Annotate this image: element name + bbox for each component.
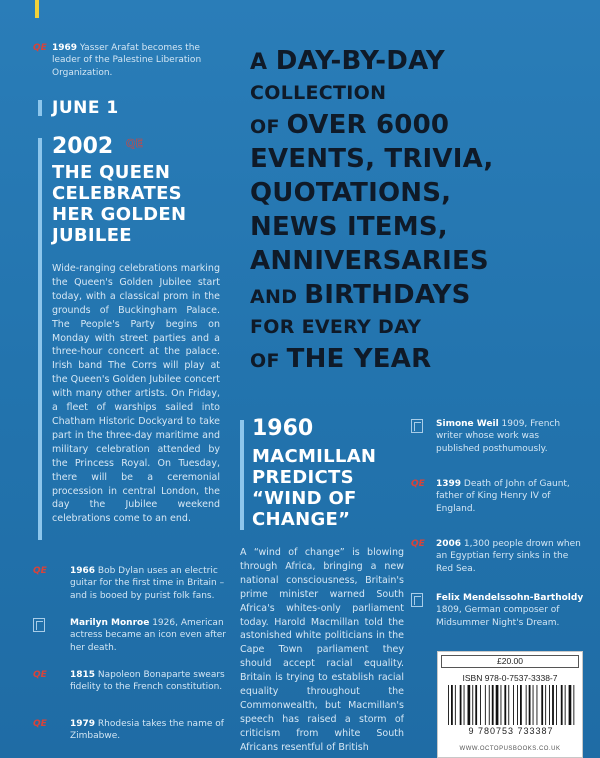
barcode-bar [533, 685, 534, 725]
publisher-url: WWW.OCTOPUSBOOKS.CO.UK [459, 746, 561, 752]
portrait-icon [411, 593, 423, 607]
qe-icon: QE [33, 43, 47, 53]
macmillan-body: A “wind of change” is blowing through Africa, bringing a new national consciousness, Britain's prime minister warned South Africa's whites-only parliament today. Harold Macmillan told the astonished white politicians in the Cape Town parliament they should accept racial equality. Britain is trying to establish racial equality throughout the Commonwealth, but Macmillan's speech has raised a storm of criticism from white South Africans resentful of British [240, 547, 404, 753]
portrait-icon [33, 618, 45, 632]
headline-line: JUBILEE [52, 225, 132, 246]
barcode-bar [529, 685, 531, 725]
title-line: NEWS ITEMS, [250, 212, 448, 242]
entry-text: Death of John of Gaunt, father of King Henry IV of England. [436, 479, 570, 514]
title-line: ANNIVERSARIES [250, 246, 489, 276]
macmillan-headline [252, 446, 402, 530]
article-body: Wide-ranging celebrations marking the Queen's Golden Jubilee start today, with a classical prom in the grounds of Buckingham Palace. The People's Party begins on Monday with street parties and a three-hour concert at the palace. Irish band The Corrs will play at the Queen's Golden Jubilee concert with many other artists. On Friday, a fleet of warships sailed into Chatham Historic Dockyard to take part in the three-day maritime and military celebration attended by the Princess Royal. On Tuesday, there will be a ceremonial procession in central London, the day the Jubilee weekend celebrations come to an end. [52, 263, 220, 525]
qe-icon: QE [411, 479, 425, 489]
entry-text: 1909, French writer whose work was published posthumously. [436, 419, 561, 454]
entry-bold: 1966 [70, 566, 96, 576]
entry-text: 1926, American actress became an icon even after her death. [70, 618, 227, 653]
entry-text: Bob Dylan uses an electric guitar for the first time in Britain – and is booed by purist folk fans. [70, 566, 225, 601]
barcode-bar [485, 685, 486, 725]
title-line: QUOTATIONS, [250, 178, 452, 208]
entry-1815 [33, 669, 228, 694]
barcode-bar [561, 685, 563, 725]
barcode-bar [464, 685, 465, 725]
barcode-bar [573, 685, 574, 725]
entry-bold: 1815 [70, 670, 96, 680]
entry-text: Rhodesia takes the name of Zimbabwe. [70, 719, 224, 742]
barcode-bar [504, 685, 506, 725]
macmillan-accent-bar [240, 420, 244, 530]
qe-icon: QE [33, 566, 47, 576]
qe-icon: QE [33, 670, 47, 680]
article-headline [52, 162, 222, 246]
barcode-bar [565, 685, 566, 725]
entry-1969 [33, 42, 226, 79]
article-accent-bar [38, 138, 42, 540]
qe-outline-icon: QE [126, 137, 143, 150]
entry-bold: 2006 [436, 539, 462, 549]
barcode-bar [545, 685, 546, 725]
barcode-bar [501, 685, 502, 725]
cover-title [250, 44, 580, 376]
barcode-bar [526, 685, 527, 725]
qe-icon: QE [411, 539, 425, 549]
barcode-bar [492, 685, 494, 725]
article-year: 2002 [52, 134, 114, 159]
isbn-label: ISBN 978-0-7537-3338-7 [462, 673, 558, 683]
portrait-icon [411, 419, 423, 433]
title-line: EVENTS, TRIVIA, [250, 144, 494, 174]
entry-text: 1809, German composer of Midsummer Night's Dream. [436, 605, 560, 628]
headline-line: MACMILLAN [252, 446, 377, 467]
barcode-digits: 9 780753 733387 [468, 726, 554, 736]
headline-line: CELEBRATES [52, 183, 182, 204]
barcode-bar [517, 685, 518, 725]
barcode-bar [508, 685, 509, 725]
barcode-bar [468, 685, 471, 725]
barcode-bar [537, 685, 538, 725]
date-accent-bar [38, 100, 42, 116]
entry-2006 [411, 538, 584, 575]
barcode-bar [569, 685, 572, 725]
entry-simone-weil [414, 418, 584, 455]
title-line: AND BIRTHDAYS [250, 280, 471, 310]
entry-text: Napoleon Bonaparte swears fidelity to the French constitution. [70, 670, 225, 693]
barcode-bar [549, 685, 550, 725]
barcode-panel [437, 651, 583, 758]
barcode-bars [446, 685, 576, 725]
barcode-bar [460, 685, 462, 725]
entry-year: 1969 [52, 43, 78, 53]
barcode-bar [489, 685, 490, 725]
entry-bold: Felix Mendelssohn-Bartholdy [436, 593, 584, 603]
title-line: COLLECTION [250, 82, 387, 104]
barcode-bar [552, 685, 554, 725]
entry-bold: 1399 [436, 479, 462, 489]
entry-felix-mendelssohn [414, 592, 584, 629]
price-label: £20.00 [441, 655, 579, 668]
title-line: OF THE YEAR [250, 344, 432, 374]
headline-line: CHANGE” [252, 509, 351, 530]
entry-1966 [33, 565, 228, 602]
qe-icon: QE [33, 719, 47, 729]
barcode-bar [513, 685, 514, 725]
entry-bold: Simone Weil [436, 419, 499, 429]
barcode-bar [475, 685, 477, 725]
barcode-bar [520, 685, 522, 725]
headline-line: “WIND OF [252, 488, 357, 509]
barcode-bar [455, 685, 456, 725]
barcode-bar [541, 685, 543, 725]
headline-line: THE QUEEN [52, 162, 171, 183]
barcode-bar [556, 685, 557, 725]
barcode-bar [496, 685, 499, 725]
title-line: A DAY-BY-DAY [250, 46, 445, 76]
entry-marilyn-monroe [36, 617, 228, 654]
entry-bold: Marilyn Monroe [70, 618, 150, 628]
headline-line: HER GOLDEN [52, 204, 187, 225]
macmillan-year: 1960 [252, 416, 314, 441]
title-line: FOR EVERY DAY [250, 316, 422, 338]
barcode-bar [472, 685, 473, 725]
headline-line: PREDICTS [252, 467, 354, 488]
entry-bold: 1979 [70, 719, 96, 729]
barcode-bar [451, 685, 453, 725]
yellow-tab-marker [35, 0, 39, 18]
entry-text: 1,300 people drown when an Egyptian ferry sinks in the Red Sea. [436, 539, 581, 574]
date-heading: JUNE 1 [52, 98, 119, 118]
title-line: OF OVER 6000 [250, 110, 450, 140]
barcode-bar [480, 685, 481, 725]
barcode-bar [448, 685, 449, 725]
entry-1399 [411, 478, 584, 515]
entry-text: Yasser Arafat becomes the leader of the Palestine Liberation Organization. [52, 43, 202, 78]
entry-1979 [33, 718, 228, 743]
